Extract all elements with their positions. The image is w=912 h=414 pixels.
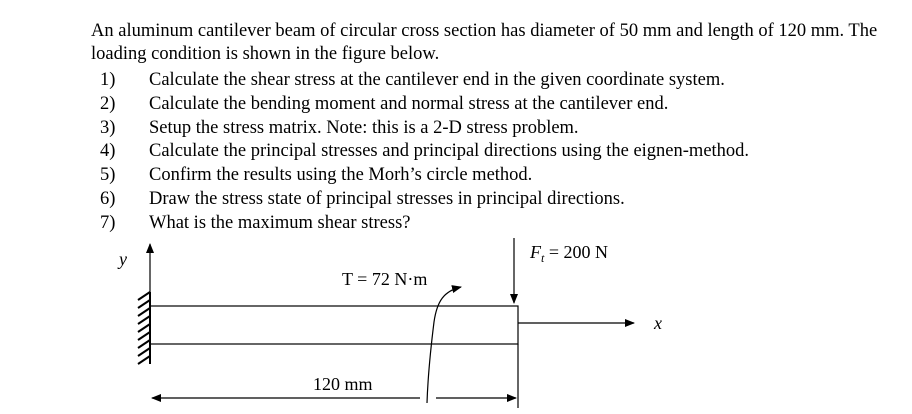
beam-body: [150, 306, 518, 344]
y-axis-label: y: [119, 249, 127, 269]
task-number: 5): [100, 165, 116, 186]
x-axis-label: x: [654, 313, 662, 333]
task-text: Calculate the principal stresses and principal directions using the eignen-method.: [149, 141, 750, 162]
task-number: 2): [100, 93, 116, 114]
task-number: 1): [100, 70, 116, 90]
force-symbol: F: [530, 242, 541, 262]
torque-label: T = 72 N·m: [342, 269, 428, 289]
task-number: 4): [100, 141, 116, 162]
task-number: 3): [100, 117, 116, 138]
task-text: Setup the stress matrix. Note: this is a 2-D stress problem.: [149, 117, 579, 138]
task-number: 7): [100, 212, 116, 233]
problem-statement: An aluminum cantilever beam of circular cross section has diameter of 50 mm and length of 120 mm. The loading condition is shown in the figure below.: [91, 21, 878, 64]
task-text: Confirm the results using the Morh’s circle method.: [149, 165, 533, 186]
force-subscript: t: [541, 251, 545, 265]
fixed-wall: [138, 292, 150, 364]
task-text: Draw the stress state of principal stresses in principal directions.: [149, 188, 625, 209]
task-number: 6): [100, 188, 116, 209]
force-value: = 200 N: [544, 242, 608, 262]
force-label: [529, 242, 608, 265]
task-text: What is the maximum shear stress?: [149, 212, 411, 233]
torque-arrow: [427, 287, 461, 403]
length-label: 120 mm: [313, 374, 373, 394]
task-text: Calculate the shear stress at the cantilever end in the given coordinate system.: [149, 70, 725, 90]
task-text: Calculate the bending moment and normal stress at the cantilever end.: [149, 93, 669, 114]
